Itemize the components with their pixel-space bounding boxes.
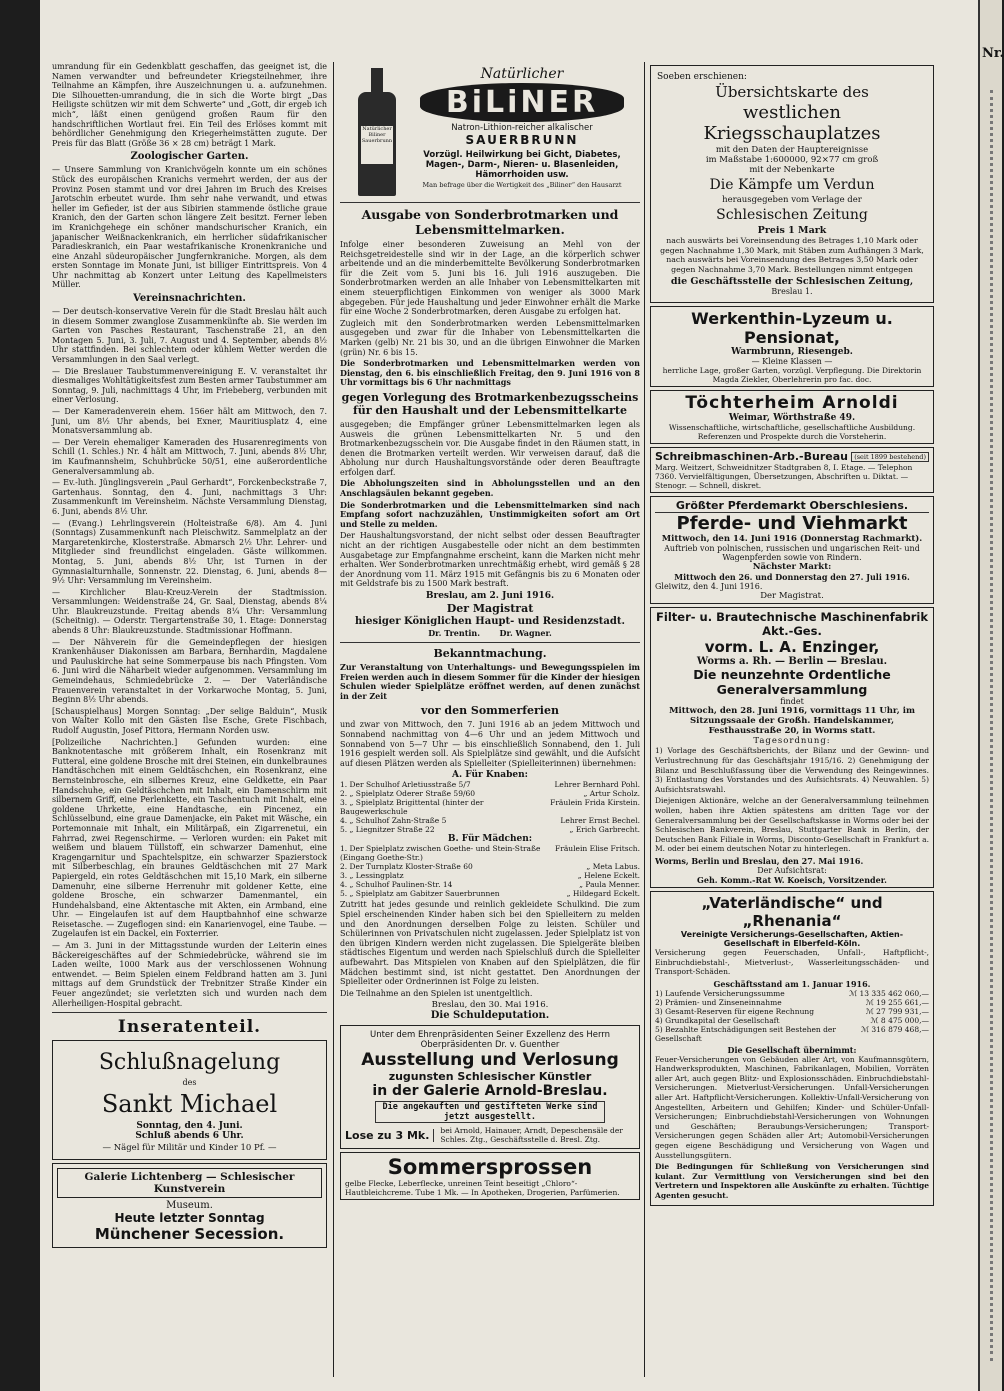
adjacent-page-edge	[978, 0, 1002, 1391]
verein-item: — Kirchlicher Blau-Kreuz-Verein der Stadtmission. Versammlungen: Weidenstraße 24, Gr. Saal, Dienstag, abends 8¼ Uhr. Blaukreuzstunde. Freitag abends 8¼ Uhr: Versammlung (Scheitnig). — Oderstr. Tiergartenstraße 30, 1. Etage: Donnerstag abends 8 Uhr: Blaukreuzstunde. Stadtmissionar Hoffmann.	[52, 587, 327, 636]
enz-tagesordnung-head: Tagesordnung:	[753, 736, 831, 747]
toch-details: Wissenschaftliche, wirtschaftliche, gesellschaftliche Ausbildung. Referenzen und Prospekte durch die Vorsteherin.	[668, 423, 916, 442]
vat-figure-row-label: 5) Bezahlte Entschädigungen seit Bestehen der Gesellschaft	[655, 1024, 836, 1043]
biliner-note: Man befrage über die Wertigkeit des „Biliner“ den Hausarzt	[422, 181, 622, 189]
som-text: gelbe Flecke, Leberflecke, unreinen Teint beseitigt „Chloro“-Hautbleichcreme. Tube 1 Mk. — In Apotheken, Drogerien, Parfümerien.	[345, 1179, 620, 1198]
karte-price: Preis 1 Mark	[757, 225, 827, 236]
knaben-list	[340, 780, 640, 834]
vat-figure-row	[655, 1016, 929, 1025]
aus-purpose: zugunsten Schlesischer Künstler	[388, 1070, 592, 1084]
enz-aufsichtsrat: Der Aufsichtsrat:	[757, 865, 827, 875]
bek-heading: Bekanntmachung.	[433, 647, 547, 660]
aus-place: in der Galerie Arnold-Breslau.	[372, 1083, 608, 1100]
maedchen-list	[340, 844, 640, 898]
verein-heading: Vereinsnachrichten.	[133, 293, 246, 305]
werk-title: Werkenthin-Lyzeum u. Pensionat,	[691, 309, 893, 348]
intro-paragraph: umrandung für ein Gedenkblatt geschaffen, das geeignet ist, die Namen verwandter und befreundeter Kriegsteilnehmer, ihre Teilnahme an Kämpfen, ihre Auszeichnungen u. a. aufzunehmen. Die Silhouetten-umrandung, die in sich die Worte birgt „Das Heiligste schützen wir mit dem Schwerte“ und „Gott, dir ergeb ich mich“, läßt einen genügend großen Raum für den handschriftlichen Wortlaut frei. Ein Teil des Erlöses kommt mit behördlicher Genehmigung den Kriegerheimstätten zugute. Der Preis für das Blatt (Größe 36 × 28 cm) beträgt 1 Mark.	[52, 62, 327, 148]
ad2-title: Galerie Lichtenberg — Schlesischer Kunstverein	[57, 1168, 322, 1198]
verein-item: — Der Kameradenverein ehem. 156er hält am Mittwoch, den 7. Juni, um 8½ Uhr abends, bei Exner, Mauritiusplatz 4, eine Monatsversammlung ab.	[52, 407, 327, 436]
karte-terms: nach auswärts bei Voreinsendung des Betrages 1,10 Mark oder gegen Nachnahme 1,30 Mark, mit Stäben zum Aufhängen 3 Mark, nach auswärts bei Voreinsendung des Betrages 3,50 Mark oder gegen Nachnahme 3,70 Mark. Bestellungen nimmt entgegen	[660, 236, 924, 274]
ad1-title-1: Schlußnagelung	[98, 1050, 281, 1076]
schr-details: Marg. Weitzert, Schweidnitzer Stadtgraben 8, I. Etage. — Telephon 7360. Vervielfältigungen, Übersetzungen, Abschriften u. Diktat. — Stenogr. — Schnell, diskret.	[655, 463, 913, 491]
bottle-image	[356, 68, 398, 196]
pferd-next: Nächster Markt:	[752, 562, 832, 573]
maedchen-row-label: 4. „ Schulhof Paulinen-Str. 14	[340, 880, 453, 890]
pferd-city: Gleiwitz, den 4. Juni 1916.	[655, 582, 763, 592]
sb-magistrat: Der Magistrat	[446, 602, 534, 615]
bek-paragraph: Zutritt hat jedes gesunde und reinlich gekleidete Schulkind. Die zum Spiel erscheinenden Kinder haben sich bei den Spielleitern zu melden und den Anordnungen derselben Folge zu leisten. Schüler und Schülerinnen von Privatschulen nicht zugelassen. Jeder Spielplatz ist von den übrigen Kindern werden nicht zugelassen. Die Spielgeräte bleiben städtisches Eigentum und werden nach Spielschluß durch die Spielleiter aufbewahrt. Das Mitspielen von Knaben auf den Spielplätzen, die für Mädchen bestimmt sind, ist nicht gestattet. Den Anordnungen der Spielleiter oder Ordnerinnen ist Folge zu leisten.	[340, 900, 640, 987]
sonderbrot-heading: Ausgabe von Sonderbrotmarken und Lebensmittelmarken.	[361, 207, 619, 237]
karte-line: mit der Nebenkarte	[749, 165, 835, 175]
karte-zeitung: Schlesischen Zeitung	[716, 207, 868, 223]
knaben-row-label: 2. „ Spielplatz Oderer Straße 59/60	[340, 789, 476, 799]
vat-figure-row	[655, 989, 929, 998]
bek-paragraph: und zwar von Mittwoch, den 7. Juni 1916 ab an jedem Mittwoch und Sonnabend nachmittag von 4—6 Uhr und an jedem Mittwoch und Sonnabend von 5—7 Uhr — bis einschließlich Sonnabend, den 1. Juli 1916 gespielt werden soll. Als Spielplätze sind gewählt, und die Aufsicht auf diesen Plätzen werden als Spielleiter (Spielleiterinnen) übernehmen:	[340, 720, 640, 768]
biliner-effects: Vorzügl. Heilwirkung bei Gicht, Diabetes, Magen-, Darm-, Nieren- u. Blasenleiden, Hämorrhoiden usw.	[423, 150, 621, 180]
enz-vorm: vorm. L. A. Enzinger,	[704, 638, 880, 657]
schr-title: Schreibmaschinen-Arb.-Bureau	[655, 450, 848, 464]
sb-signatures: Dr. Trentin. Dr. Wagner.	[428, 628, 552, 638]
vat-types: Versicherung gegen Feuerschaden, Unfall-, Haftpflicht-, Einbruchdiebstahl-, Mietverlust-, Wasserleitungsschäden- und Transport-Schäden.	[655, 947, 929, 977]
maedchen-row	[340, 889, 640, 898]
theater-item: [Schauspielhaus] Morgen Sonntag: „Der selige Balduin“, Musik von Walter Kollo mit den Gästen Ilse Esche, Grete Fischbach, Rudolf Augustin, Josef Pittora, Hermann Norden usw.	[52, 706, 327, 735]
maedchen-row	[340, 862, 640, 871]
sb-date: Breslau, am 2. Juni 1916.	[425, 591, 555, 601]
knaben-row-label: 4. „ Schulhof Zahn-Straße 5	[340, 816, 447, 826]
ad-sommersprossen	[340, 1152, 640, 1200]
enz-chair: Geh. Komm.-Rat W. Koeisch, Vorsitzender.	[697, 874, 887, 885]
aus-lose: Lose zu 3 Mk.	[345, 1129, 434, 1142]
column-3	[650, 62, 934, 1377]
ad1-des: des	[182, 1078, 197, 1088]
ad-schlussnagelung	[52, 1040, 327, 1160]
enz-company: Filter- u. Brautechnische Maschinenfabrik Akt.-Ges.	[656, 610, 928, 639]
maedchen-row-label: 5. „ Spielplatz am Gabitzer Sauerbrunnen	[340, 889, 500, 899]
enz-conditions: Diejenigen Aktionäre, welche an der Generalversammlung teilnehmen wollen, haben ihre Aktien spätestens am dritten Tage vor der Generalversammlung bei der Gesellschaftskasse in Worms oder bei der Schlesischen Bankverein, Breslau, Stuttgarter Bank in Berlin, der Deutschen Bank Filiale in Worms, Disconto-Gesellschaft in Frankfurt a. M. oder bei einem deutschen Notar zu hinterlegen.	[655, 796, 929, 854]
ad2-secession: Münchener Secession.	[94, 1225, 285, 1244]
knaben-row	[340, 825, 640, 834]
maedchen-row-value: „ Meta Labus.	[586, 862, 640, 872]
maedchen-row-label: 2. Der Turnplatz Kloster-Straße 60	[340, 862, 473, 872]
vat-figure-row-label: 2) Prämien- und Zinseneinnahme	[655, 997, 782, 1007]
karte-line: mit den Daten der Hauptereignisse	[715, 145, 869, 155]
biliner-sauerbrunn: SAUERBRUNN	[465, 133, 579, 147]
pferd-top: Größter Pferdemarkt Oberschlesiens.	[655, 499, 929, 513]
pferd-auftrieb: Auftrieb von polnischen, russischen und ungarischen Reit- und Wagenpferden sowie von Rindern.	[664, 544, 920, 563]
sb-residenz: hiesiger Königlichen Haupt- und Residenzstadt.	[355, 616, 625, 627]
vat-figure-row-label: 3) Gesamt-Reserven für eigene Rechnung	[655, 1006, 815, 1016]
maedchen-row	[340, 880, 640, 889]
sb-paragraph: Die Abholungszeiten sind in Abholungsstellen und an den Anschlagsäulen bekannt gegeben.	[340, 478, 640, 499]
biliner-subtitle: Natron-Lithion-reicher alkalischer	[451, 123, 593, 133]
knaben-row-label: 3. „ Spielplatz Brigittental (hinter der Baugewerkschule	[340, 798, 484, 817]
werk-place: Warmbrunn, Riesengeb.	[731, 347, 853, 358]
sb-paragraph: Der Haushaltungsvorstand, der nicht selbst oder dessen Beauftragter nicht an der richtigen Ausgabestelle oder nicht an dem bestimmten Ausgabetage zur Empfangnahme erscheint, kann die Marken nicht mehr erhalten. Wer Sonderbrotmarken unrechtmäßig erhebt, wird gemäß § 28 der Anordnung vom 11. März 1915 mit Gefängnis bis zu 6 Monaten oder mit Geldstrafe bis zu 1500 Mark bestraft.	[340, 531, 640, 589]
karte-verdun: Die Kämpfe um Verdun	[709, 177, 875, 193]
ad1-date: Sonntag, den 4. Juni.	[136, 1121, 243, 1132]
karte-office: die Geschäftsstelle der Schlesischen Zeitung,	[670, 276, 914, 288]
bek-paragraph: Die Teilnahme an den Spielen ist unentgeltlich.	[340, 988, 533, 998]
biliner-title: BiLiNER	[445, 85, 599, 120]
ad-vaterlaendische	[650, 891, 934, 1206]
vat-figure-row-label: 1) Laufende Versicherungssumme	[655, 988, 785, 998]
vat-takes-head: Die Gesellschaft übernimmt:	[727, 1044, 857, 1055]
karte-line: im Maßstabe 1:600000, 92×77 cm groß	[705, 155, 879, 165]
bottle-label: Natürlicher Biliner Sauerbrunn	[361, 126, 393, 164]
ad1-time: Schluß abends 6 Uhr.	[135, 1131, 244, 1142]
vat-figure-row-label: 4) Grundkapital der Gesellschaft	[655, 1015, 780, 1025]
maedchen-row-label: 1. Der Spielplatz zwischen Goethe- und Stein-Straße (Eingang Goethe-Str.)	[340, 844, 541, 863]
knaben-row-value: „ Artur Scholz.	[583, 789, 640, 799]
vat-services: Feuer-Versicherungen von Gebäuden aller Art, von Kaufmannsgütern, Handwerksprodukten, Maschinen, Fabrikanlagen, Mobilien, Vorräten aller Art, auch gegen Blitz- und Explosionsschäden. Einbruchdiebstahl-Versicherungen. Mietverlust-Versicherungen. Unfall-Versicherungen aller Art. Haftpflicht-Versicherungen. Kollektiv-Unfall-Versicherung von Angestellten, Arbeitern und Gehilfen; Kinder- und Schüler-Unfall-Versicherungen; Einbruchdiebstahl-Versicherungen von Wohnungen und Geschäften; Beraubungs-Versicherungen; Transport-Versicherungen gegen Schäden aller Art; Automobil-Versicherungen gegen eigene Beschädigung und Versicherung von Wagen und Ausstellungsgütern.	[655, 1054, 929, 1160]
ad-schreibmaschinen	[650, 447, 934, 493]
vat-sub: Vereinigte Versicherungs-Gesellschaften, Aktien-Gesellschaft in Elberfeld-Köln.	[680, 929, 904, 948]
biliner-header	[410, 66, 634, 189]
enz-cities: Worms a. Rh. — Berlin — Breslau.	[696, 656, 888, 668]
maedchen-row	[340, 844, 640, 862]
knaben-row	[340, 789, 640, 798]
ad-uebersichtskarte	[650, 65, 934, 303]
vat-stand-head: Geschäftsstand am 1. Januar 1916.	[713, 978, 871, 989]
vat-figure-row-value: ℳ 316 879 468,—	[860, 1024, 929, 1034]
knaben-row-value: Lehrer Bernhard Pohl.	[554, 780, 640, 790]
column-rule-left	[333, 62, 334, 1377]
karte-erschienen: Soeben erschienen:	[657, 72, 747, 82]
maedchen-row-value: „ Hildegard Eckelt.	[566, 889, 640, 899]
bek-signature: Die Schuldeputation.	[430, 1010, 550, 1022]
karte-title-1: Übersichtskarte des	[715, 83, 869, 101]
fire-paragraph: — Am 3. Juni in der Mittagsstunde wurden der Leiterin eines Bäckereigeschäftes auf der Schmiedebrücke, während sie im Laden weilte, 1000 Mark aus der verschlossenen Wohnung entwendet. — Beim Spielen einem Feldbrand hatten am 3. Juni mittags auf dem Grundstück der Trebnitzer Straße Kinder ein Feuer angezündet; sie verletzten sich und wurden nach dem Allerheiligen-Hospital gebracht.	[52, 941, 327, 1008]
edge-label: Nr.	[982, 46, 1004, 61]
aus-note: Die angekauften und gestifteten Werke sind jetzt ausgestellt.	[375, 1101, 605, 1123]
sb-paragraph: Zugleich mit den Sonderbrotmarken werden Lebensmittelmarken ausgegeben und zwar für die Inhaber von Lebensmittelkarten die Marken (gelb) Nr. 21 bis 30, und an die übrigen Einwohner die Marken (grün) Nr. 6 bis 15.	[340, 318, 640, 357]
verein-item: — Ev.-luth. Jünglingsverein „Paul Gerhardt“, Forckenbeckstraße 7, Gartenhaus. Sonntag, den 4. Juni, nachmittags 3 Uhr: Zusammenkunft im Vereinsheim. Nächste Versammlung Dienstag, 6. Juni, abends 8½ Uhr.	[52, 478, 327, 516]
vat-figures	[655, 989, 929, 1043]
enz-agenda: 1) Vorlage des Geschäftsberichts, der Bilanz und der Gewinn- und Verlustrechnung für das Geschäftsjahr 1915/16. 2) Genehmigung der Bilanz und Beschlußfassung über die Verwendung des Reingewinnes. 3) Entlastung des Vorstandes und des Aufsichtsrats. 4) Neuwahlen. 5) Aufsichtsratswahl.	[655, 746, 929, 794]
vat-figure-row	[655, 1025, 929, 1043]
sb-middle-heading: gegen Vorlegung des Brotmarkenbezugsscheins für den Haushalt und der Lebensmittelkarte	[341, 390, 639, 417]
maedchen-row-value: „ Helene Eckelt.	[577, 871, 640, 881]
maedchen-row-label: 3. „ Lessingplatz	[340, 871, 404, 881]
aus-vendors: bei Arnold, Hainauer, Arndt, Depeschensäle der Schles. Ztg., Geschäftsstelle d. Bresl. Ztg.	[440, 1126, 623, 1145]
knaben-row-value: Lehrer Ernst Bechel.	[560, 816, 640, 826]
biliner-logo	[420, 83, 624, 122]
biliner-natuerlicher: Natürlicher	[480, 66, 564, 82]
vat-figure-row-value: ℳ 19 255 661,—	[865, 997, 929, 1007]
knaben-heading: A. Für Knaben:	[452, 770, 528, 781]
som-title: Sommersprossen	[387, 1155, 593, 1180]
ad2-sunday: Heute letzter Sonntag	[114, 1211, 265, 1226]
pferd-title: Pferde- und Viehmarkt	[676, 513, 908, 535]
vat-figure-row-value: ℳ 13 335 462 060,—	[849, 988, 929, 998]
maedchen-heading: B. Für Mädchen:	[447, 834, 533, 845]
vat-figure-row-value: ℳ 8 475 000,—	[870, 1015, 929, 1025]
ad-pferdemarkt	[650, 496, 934, 604]
sb-paragraph: Die Sonderbrotmarken und Lebensmittelmarken werden von Dienstag, den 6. bis einschließlich Freitag, den 9. Juni 1916 von 8 Uhr vormittags bis 6 Uhr nachmittags	[340, 358, 640, 388]
enz-place-date: Worms, Berlin und Breslau, den 27. Mai 1916.	[655, 855, 864, 866]
column-rule-right	[644, 62, 645, 1377]
vat-figure-row	[655, 998, 929, 1007]
verein-item: — Der Verein ehemaliger Kameraden des Husarenregiments von Schill (1. Schles.) Nr. 4 hält am Mittwoch, 7. Juni, abends 8½ Uhr, im Kaufmannsheim, Schuhbrücke 50/51, eine außerordentliche Generalversammlung ab.	[52, 437, 327, 476]
vat-figure-row-value: ℳ 27 799 931,—	[865, 1006, 929, 1016]
pferd-magistrat: Der Magistrat.	[760, 591, 824, 602]
verein-item: — (Evang.) Lehrlingsverein (Holteistraße 6/8). Am 4. Juni (Sonntags) Zusammenkunft nach Pleischwitz. Sammelplatz an der Margaretenkirche, Klosterstraße. Abmarsch 2½ Uhr. Lehrer- und Mitglieder sind freundlichst eingeladen. Gäste willkommen. Montag, 5. Juni, abends 8½ Uhr, ist Turnen in der Gymnasialturnhalle, Sonnenstr. 22. Dienstag, 6. Juni, abends 8—9½ Uhr: Versammlung im Vereinsheim.	[52, 518, 327, 586]
ad-enzinger	[650, 607, 934, 888]
ad-werkenthin	[650, 306, 934, 387]
inseratenteil-heading: Inseratenteil.	[117, 1017, 262, 1038]
werk-classes: — Kleine Klassen —	[751, 357, 833, 367]
vat-terms: Die Bedingungen für Schließung von Versicherungen sind kulant. Zur Vermittlung von Versicherungen sind bei den Vertretern und Inspektoren alle Auskünfte zu erhalten. Tüchtige Agenten gesucht.	[655, 1162, 929, 1200]
verein-item: — Der deutsch-konservative Verein für die Stadt Breslau hält auch in diesem Sommer zwanglose Zusammenkünfte ab. Sie werden im Garten von Pasches Restaurant, Taschenstraße 21, an den Montagen 5. Juni, 3. Juli, 7. August und 4. September, abends 8½ Uhr stattfinden. Bei schlechtem oder kühlem Wetter werden die Versammlungen in den Saal verlegt.	[52, 307, 327, 365]
maedchen-row-value: Fräulein Elise Fritsch.	[555, 844, 640, 854]
zoo-paragraph: — Unsere Sammlung von Kranichvögeln konnte um ein schönes Stück des europäischen Kranichs vermehrt werden, der aus der Provinz Posen stammt und vor drei Jahren im Bruch des Kreises Jarotschin erbeutet wurde. Ihm sehr nahe verwandt, und etwas heller im Gefieder, ist der aus Sibirien stammende östliche graue Kranich, den der Garten schon längere Zeit besitzt. Ferner leben im Kranichgehege ein schöner mandschurischer Kranich, ein japanischer Weißnackenkranich, ein herrlicher südafrikanischer Paradieskranich, ein Paar westafrikanische Kronenkraniche und eine Anzahl südeuropäischer Jungfernkraniche. Morgen, als dem ersten Sonntage im Monate Juni, ist billiger Eintrittspreis. Von 4 Uhr nachmittag ab Konzert unter Leitung des Kapellmeisters Müller.	[52, 165, 327, 290]
sb-paragraph: Infolge einer besonderen Zuweisung an Mehl von der Reichsgetreidestelle sind wir in der Lage, an die körperlich schwer arbeitende und an die minderbemittelte Bevölkerung Sonderbrotmarken für die Zeit vom 5. Juni bis 16. Juli 1916 auszugeben. Die Sonderbrotmarken werden an alle Inhaber von Lebensmittelkarten mit einem steuerpflichtigen Einkommen von weniger als 3000 Mark abgegeben. Für jede Haushaltung und jeder Einwohner erhält die Marke für eine Woche 2 Sonderbrotmarken, deren Ausgabe zu erfolgen hat.	[340, 240, 640, 317]
toch-title: Töchterheim Arnoldi	[685, 393, 899, 414]
ad-toechterheim	[650, 390, 934, 444]
ad-biliner	[340, 62, 640, 203]
karte-line: herausgegeben vom Verlage der	[722, 195, 862, 205]
bek-date: Breslau, den 30. Mai 1916.	[431, 1000, 549, 1011]
sb-paragraph: Die Sonderbrotmarken und die Lebensmittelmarken sind nach Empfang sofort nachzuzählen, Unstimmigkeiten sofort am Ort und Stelle zu melden.	[340, 499, 640, 529]
ad-ausstellung	[340, 1025, 640, 1149]
sb-paragraph: ausgegeben; die Empfänger grüner Lebensmittelmarken legen als Ausweis die grünen Lebensmittelkarten Nr. 5 und den Brotmarkenbezugsschein vor. Die Ausgabe findet in den Räumen statt, in denen die Brotmarken verteilt werden. Wir verweisen darauf, daß die Abholung nur durch Haushaltungsvorstände oder deren Beauftragte erfolgen darf.	[340, 419, 640, 477]
knaben-row	[340, 780, 640, 789]
divider	[340, 642, 640, 643]
divider	[52, 1012, 327, 1013]
aus-title: Ausstellung und Verlosung	[361, 1050, 619, 1071]
knaben-row-label: 5. „ Liegnitzer Straße 22	[340, 825, 435, 835]
zoo-heading: Zoologischer Garten.	[130, 151, 249, 163]
knaben-row	[340, 816, 640, 825]
karte-title-2: westlichen Kriegsschauplatzes	[703, 102, 881, 144]
ad1-price: — Nägel für Militär und Kinder 10 Pf. —	[102, 1143, 277, 1154]
enz-date: Mittwoch, den 28. Juni 1916, vormittags 11 Uhr, im Sitzungssaale der Großh. Handelskammer, Festhausstraße 20, in Worms statt.	[669, 706, 915, 737]
knaben-row	[340, 798, 640, 816]
pferd-next-date: Mittwoch den 26. und Donnerstag den 27. Juli 1916.	[674, 572, 910, 583]
knaben-row-value: Fräulein Frida Kirstein.	[550, 798, 640, 808]
column-1	[52, 62, 327, 1377]
aus-patron: Unter dem Ehrenpräsidenten Seiner Exzellenz des Herrn Oberpräsidenten Dr. v. Guenther	[369, 1030, 611, 1051]
vat-figure-row	[655, 1007, 929, 1016]
bek-paragraph: Zur Veranstaltung von Unterhaltungs- und Bewegungsspielen im Freien werden auch in diesem Sommer für die Kinder der hiesigen Schulen wieder Spielplätze eröffnet werden, auf denen zunächst in der Zeit	[340, 662, 640, 701]
enz-gv: Die neunzehnte Ordentliche Generalversammlung	[693, 667, 891, 698]
column-2	[340, 62, 640, 1377]
toch-place: Weimar, Wörthstraße 49.	[728, 413, 856, 424]
ad1-title-2: Sankt Michael	[101, 1090, 278, 1119]
vat-title: „Vaterländische“ und „Rhenania“	[701, 893, 883, 930]
schr-since: (seit 1899 bestehend)	[851, 452, 929, 462]
maedchen-row	[340, 871, 640, 880]
bek-middle: vor den Sommerferien	[421, 704, 559, 718]
ad2-museum: Museum.	[166, 1200, 213, 1212]
maedchen-row-value: „ Paula Menner.	[579, 880, 640, 890]
edge-dotted-border	[990, 90, 993, 1361]
verein-item: — Der Nähverein für die Gemeindepflegen der hiesigen Krankenhäuser Diakonissen am Barbara, Bernhardin, Magdalene und Pauluskirche hat seine Sommerpause bis nach Pfingsten. Vom 6. Juni wird die Näharbeit wieder aufgenommen. Versammlung im Gemeindehaus, Schmiedebrücke 2. — Der Vaterländische Frauenverein veranstaltet in der Vorkarwoche Montag, 5. Juni, Beginn 8½ Uhr abends.	[52, 637, 327, 705]
verein-item: — Die Breslauer Taubstummenvereinigung E. V. veranstaltet ihr diesmaliges Wohltätigkeitsfest zum Besten armer Taubstummer am Sonntag, 9. Juli, nachmittags 4 Uhr, im Friebeberg, verbunden mit einer Verlosung.	[52, 366, 327, 405]
knaben-row-label: 1. Der Schulhof Arletiusstraße 5/7	[340, 780, 471, 790]
karte-city: Breslau 1.	[771, 287, 813, 297]
werk-details: herrliche Lage, großer Garten, vorzügl. Verpflegung. Die Direktorin Magda Ziekler, Oberlehrerin pro fac. doc.	[662, 366, 922, 385]
police-paragraph: [Polizeiliche Nachrichten.] Gefunden wurden: eine Banknotentasche mit größerem Inhalt, ein Rosenkranz mit Futteral, eine goldene Brosche mit drei Steinen, ein dunkelbraunes Handtäschchen mit einem Geldtäschchen, ein Rosenkranz, eine Bernsteinbrosche, ein silbernes Kreuz, eine Geldkette, ein Paar Handschuhe, ein Geldtäschchen mit Inhalt, ein Damenschirm mit silbernem Griff, eine Perlenkette, ein Taschentuch mit Inhalt, eine goldene Uhrkette, eine Handtasche, ein Pincenez, ein Schlüsselbund, eine graue Damenjacke, ein Paket mit Wäsche, ein Portemonnaie mit Inhalt, ein Militärpaß, ein Zigarrenetui, ein Fahrrad, zwei Regenschirme. — Verloren wurden: ein Paket mit weißem und blauem Tüllstoff, ein schwarzer Damenhut, eine Kragengarnitur und Spachtelspitze, ein schwarzer Spazierstock mit Silberbeschlag, ein braunes Geldtäschchen mit 27 Mark Papiergeld, ein rotes Geldtäschchen mit 15,10 Mark, ein silberne Damenuhr, eine silberne Herrenuhr mit goldener Kette, eine goldene Brosche, ein schwarzer Damenmantel, ein Hundehalsband, eine Aktentasche mit Akten, ein Armband, eine Uhr. — Eingelaufen ist auf dem Hauptbahnhof eine schwarze Reisetasche. — Zugeflogen sind: ein Kanarienvogel, eine Taube. — Zugelaufen ist ein Dackel, ein Foxterrier.	[52, 737, 327, 939]
knaben-row-value: „ Erich Garbrecht.	[569, 825, 640, 835]
pferd-date: Mittwoch, den 14. Juni 1916 (Donnerstag Rachmarkt).	[661, 534, 923, 545]
enz-findet: findet	[780, 697, 804, 707]
ad-galerie-lichtenberg	[52, 1163, 327, 1248]
